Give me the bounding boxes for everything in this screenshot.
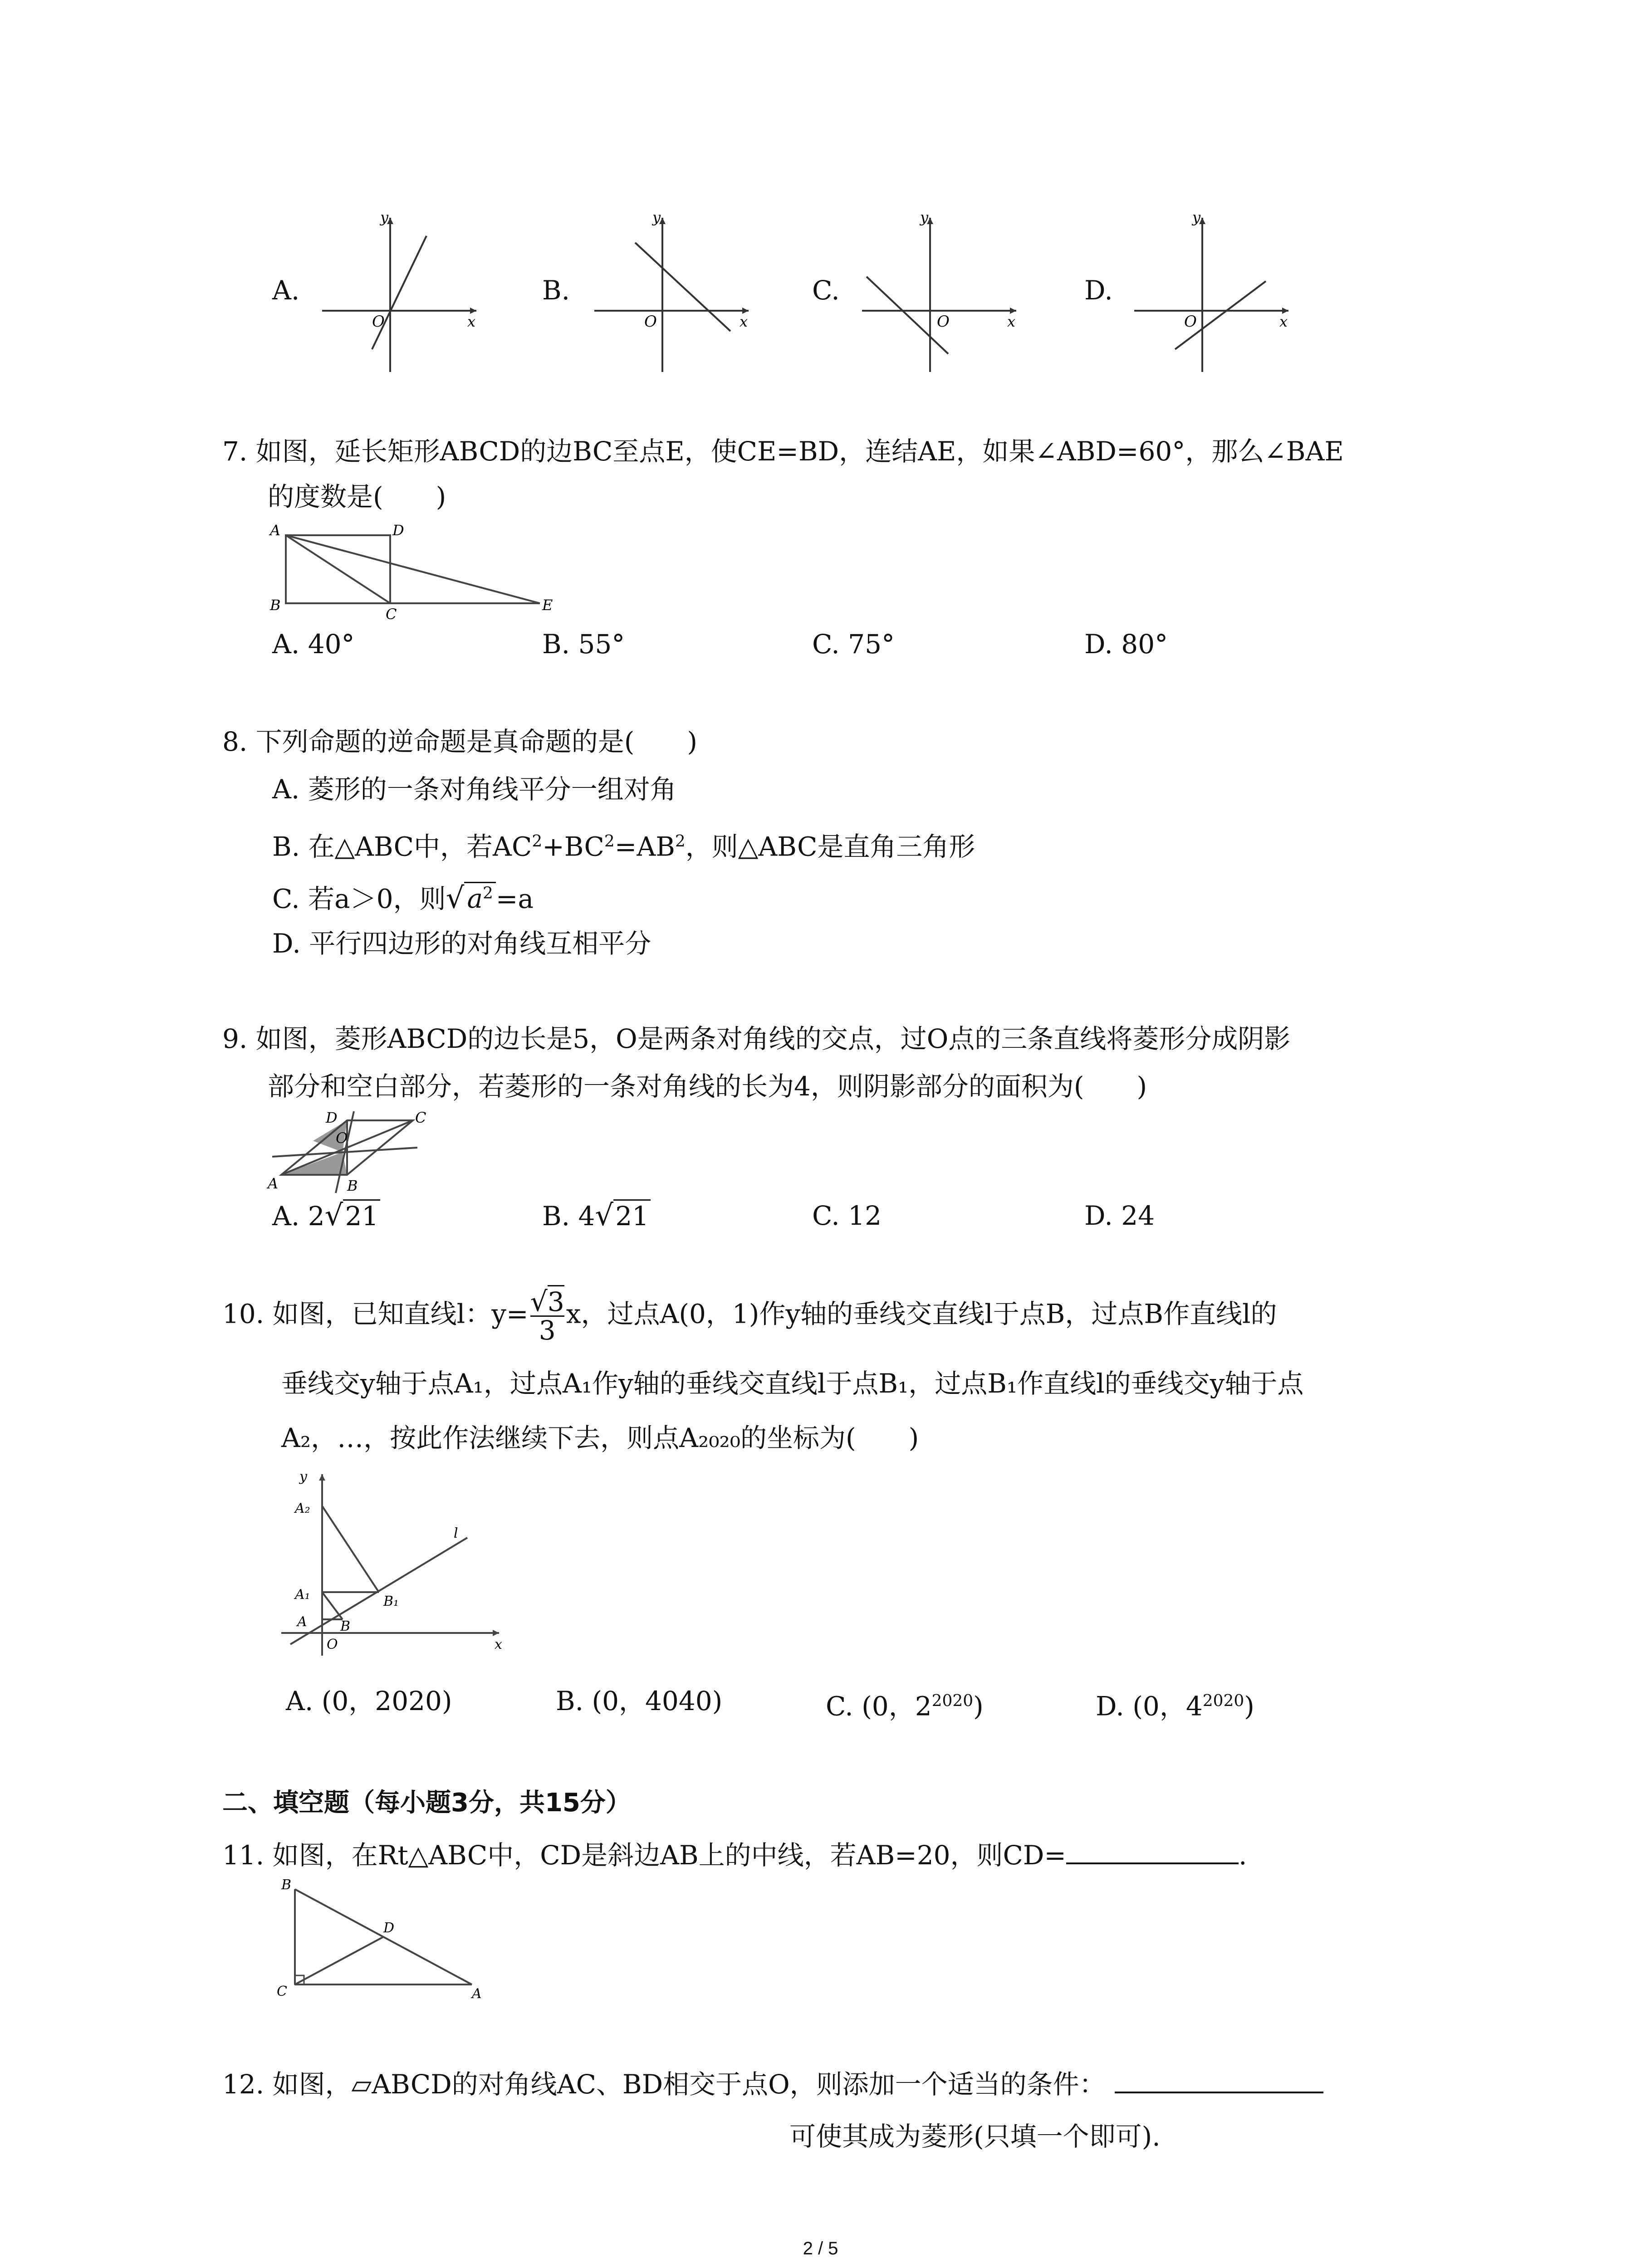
- q10-label-x: x: [495, 1637, 502, 1652]
- q6-graph-a: [318, 209, 481, 376]
- q9-figure: [263, 1107, 454, 1198]
- q6-graph-c: [857, 209, 1021, 376]
- q10-option-c: C. (0，$2^{2020}$): [826, 1691, 984, 1722]
- q7-text-line2: 的度数是( ): [268, 481, 446, 512]
- q7-option-d: D. 80°: [1084, 629, 1168, 660]
- q9-text-line1: 9. 如图，菱形ABCD的边长是5，O是两条对角线的交点，过O点的三条直线将菱形分成阴影: [222, 1023, 1291, 1054]
- page-number: 2 / 5: [803, 2239, 838, 2258]
- q7-label-e: E: [542, 596, 553, 614]
- q10-label-a1: A₁: [295, 1587, 310, 1603]
- q7-option-b: B. 55°: [542, 629, 625, 660]
- q10-option-d: D. (0，$4^{2020}$): [1096, 1691, 1254, 1722]
- q7-label-a: A: [270, 522, 281, 539]
- q8-option-b: B. 在△ABC中，若$AC^2+BC^2=AB^2$，则△ABC是直角三角形: [272, 831, 975, 862]
- q9-option-d: D. 24: [1084, 1200, 1155, 1231]
- q9-option-b: B. 4√21: [542, 1198, 651, 1234]
- q10-line1: 10. 如图，已知直线l：y= $\frac{√3}{3}$ x，过点A(0，1)作y轴的垂线交直线l于点B，过点B作直线l的: [222, 1286, 1277, 1346]
- q12-text-line2: 可使其成为菱形(只填一个即可).: [789, 2121, 1161, 2152]
- q10-label-b: B: [340, 1618, 351, 1634]
- q6-option-d-label: D.: [1084, 275, 1113, 306]
- section-fill-in-title: 二、填空题（每小题3分，共15分）: [222, 1788, 631, 1818]
- q11-text: 11. 如图，在Rt△ABC中，CD是斜边AB上的中线，若AB=20，则CD= .: [222, 1833, 1247, 1878]
- q12-text-line1: 12. 如图，▱ABCD的对角线AC、BD相交于点O，则添加一个适当的条件：: [222, 2062, 1323, 2107]
- q10-label-a2: A₂: [295, 1501, 310, 1516]
- q6-b-x-label: x: [740, 313, 748, 330]
- q10-label-o: O: [327, 1637, 338, 1652]
- q11-answer-blank[interactable]: [1066, 1837, 1239, 1864]
- q6-d-origin: O: [1184, 313, 1197, 331]
- q10-option-a: A. (0，2020): [286, 1686, 452, 1716]
- q9-label-o: O: [336, 1129, 348, 1147]
- q9-label-d: D: [326, 1109, 338, 1126]
- q8-text: 8. 下列命题的逆命题是真命题的是( ): [222, 726, 698, 757]
- q6-a-origin: O: [372, 313, 385, 331]
- q9-option-c: C. 12: [812, 1200, 882, 1231]
- q9-label-b: B: [347, 1177, 358, 1194]
- q6-c-y-label: y: [920, 209, 929, 226]
- q8-option-c: C. 若a＞0，则√ $a^2 =a$: [272, 881, 534, 915]
- q9-label-c: C: [415, 1109, 426, 1126]
- q6-graph-b: [590, 209, 753, 376]
- q8-option-d: D. 平行四边形的对角线互相平分: [272, 928, 652, 959]
- q10-label-y: y: [299, 1469, 307, 1485]
- q7-text-line1: 7. 如图，延长矩形ABCD的边BC至点E，使CE=BD，连结AE，如果∠ABD=60°，那么∠BAE: [222, 436, 1344, 467]
- q6-a-y-label: y: [380, 209, 389, 226]
- q11-label-c: C: [277, 1984, 287, 1999]
- q8-option-a: A. 菱形的一条对角线平分一组对角: [272, 774, 676, 805]
- q6-option-a-label: A.: [272, 275, 300, 306]
- q7-figure: [263, 522, 572, 623]
- q6-option-c-label: C.: [812, 275, 840, 306]
- q10-label-a: A: [297, 1614, 307, 1630]
- q7-option-c: C. 75°: [812, 629, 895, 660]
- q7-option-a: A. 40°: [272, 629, 355, 660]
- q10-figure: [272, 1470, 508, 1660]
- q10-line2: 垂线交y轴于点A₁，过点A₁作y轴的垂线交直线l于点B₁，过点B₁作直线l的垂线交y轴于点: [281, 1368, 1304, 1399]
- q12-answer-blank[interactable]: [1115, 2066, 1323, 2093]
- q10-line3: A₂，…，按此作法继续下去，则点A₂₀₂₀的坐标为( ): [281, 1422, 919, 1453]
- q11-label-a: A: [472, 1986, 482, 2002]
- q6-option-b-label: B.: [542, 275, 570, 306]
- q10-option-b: B. (0，4040): [556, 1686, 723, 1716]
- q6-b-origin: O: [644, 313, 657, 331]
- q6-graph-d: [1130, 209, 1293, 376]
- q6-c-x-label: x: [1007, 313, 1016, 330]
- q6-a-x-label: x: [467, 313, 476, 330]
- q7-label-b: B: [270, 596, 281, 614]
- q6-d-y-label: y: [1192, 209, 1201, 226]
- q9-label-a: A: [268, 1175, 279, 1192]
- q10-label-b1: B₁: [383, 1593, 399, 1609]
- q7-label-d: D: [392, 522, 404, 539]
- q6-c-origin: O: [937, 313, 950, 331]
- q11-figure: [272, 1876, 490, 2003]
- q10-label-l: l: [454, 1525, 458, 1541]
- q11-label-b: B: [281, 1877, 292, 1893]
- q9-text-line2: 部分和空白部分，若菱形的一条对角线的长为4，则阴影部分的面积为( ): [268, 1071, 1147, 1102]
- q7-label-c: C: [386, 606, 397, 623]
- q11-label-d: D: [383, 1920, 395, 1936]
- q9-option-a: A. 2√21: [272, 1198, 380, 1234]
- q6-b-y-label: y: [652, 209, 661, 226]
- q6-d-x-label: x: [1279, 313, 1288, 330]
